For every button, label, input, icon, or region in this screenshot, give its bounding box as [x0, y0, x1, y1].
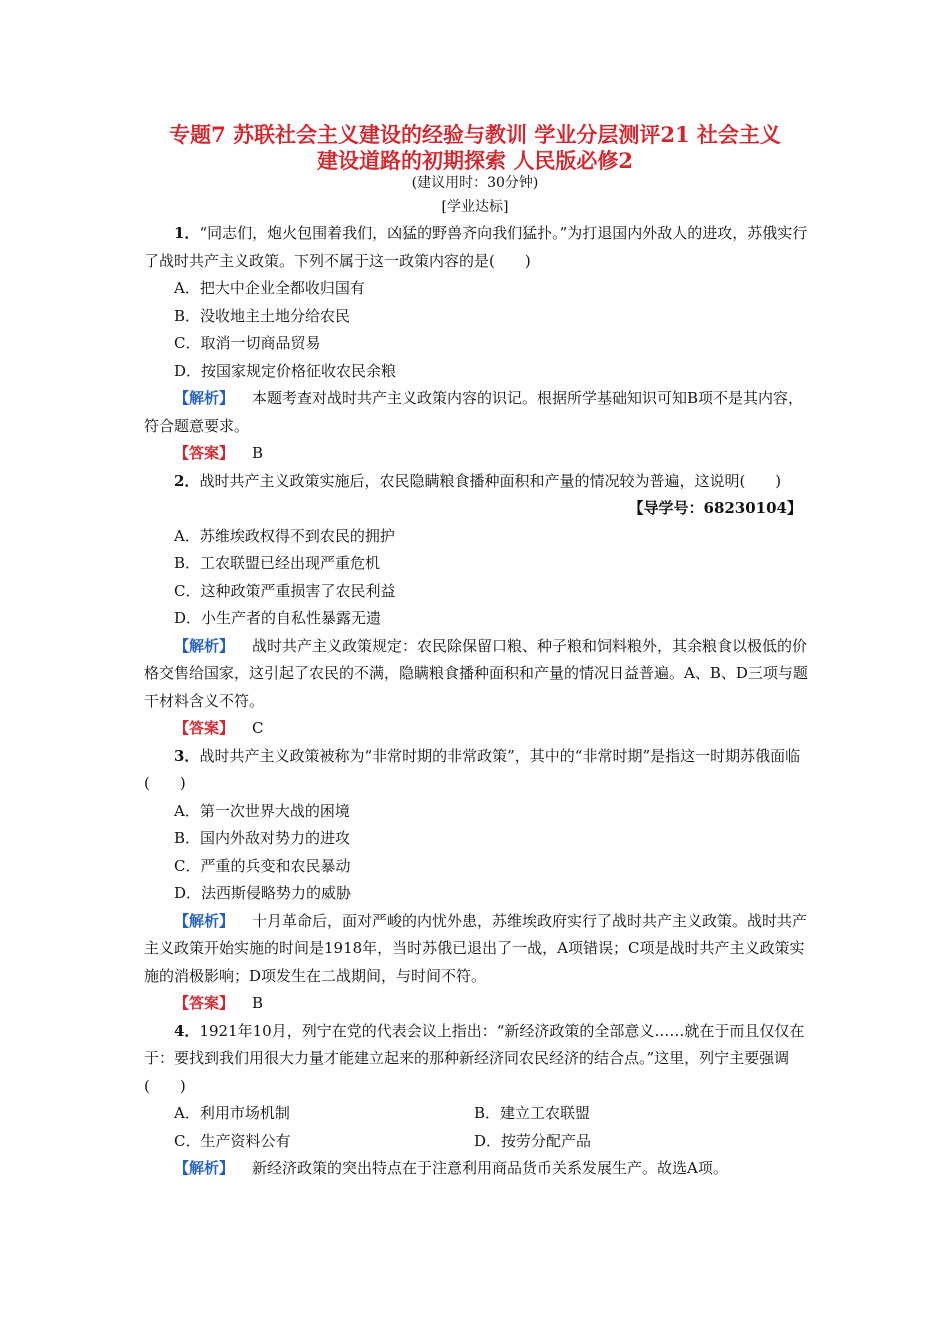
question-1-analysis: [144, 385, 808, 440]
analysis-label: 【解析】: [174, 636, 235, 655]
question-4-option-d: D．按劳分配产品: [474, 1131, 592, 1150]
question-4-option-c: C．生产资料公有: [174, 1131, 291, 1150]
question-3-stem: [144, 743, 808, 798]
question-3-number: 3．: [174, 746, 200, 765]
question-4-options-row-2: [144, 1128, 808, 1156]
question-2-number: 2．: [174, 471, 200, 490]
question-3-option-a: A．第一次世界大战的困境: [174, 801, 350, 820]
question-4-analysis-text: 新经济政策的突出特点在于注意利用商品货币关系发展生产。故选A项。: [252, 1159, 728, 1177]
question-1-option-c: C．取消一切商品贸易: [174, 334, 321, 352]
question-4-text: 1921年10月，列宁在党的代表会议上指出：“新经济政策的全部意义……就在于而且仅仅在于：要找到我们用很大力量才能建立起来的那种新经济同农民经济的结合点。”这里，列宁主要强调( ): [144, 1021, 805, 1095]
question-2-analysis: [144, 633, 808, 716]
question-3-answer: [144, 990, 808, 1018]
question-2-answer: [144, 715, 808, 743]
title-line-2: 建设道路的初期探索 人民版必修2: [317, 148, 633, 173]
question-1-option-b: B．没收地主土地分给农民: [174, 306, 351, 325]
question-list: [144, 220, 808, 1183]
question-2-option-d: D．小生产者的自私性暴露无遗: [174, 609, 382, 627]
question-3-answer-value: B: [252, 994, 264, 1012]
section-heading: [学业达标]: [441, 199, 509, 215]
question-1-answer: [144, 440, 808, 468]
title-line-1: 专题7 苏联社会主义建设的经验与教训 学业分层测评21 社会主义: [169, 122, 781, 147]
question-3-option-d: D．法西斯侵略势力的威胁: [174, 884, 352, 902]
question-2-option-a: A．苏维埃政权得不到农民的拥护: [174, 526, 395, 545]
question-4-option-b: B．建立工农联盟: [474, 1104, 591, 1122]
question-1-answer-value: B: [252, 444, 264, 462]
question-2-stem: [144, 468, 808, 496]
analysis-label: 【解析】: [174, 911, 235, 930]
question-1-stem: [144, 220, 808, 275]
question-1-number: 1．: [174, 224, 200, 242]
guide-number: 【导学号：68230104】: [628, 499, 802, 517]
question-2-text: 战时共产主义政策实施后，农民隐瞒粮食播种面积和产量的情况较为普遍，这说明( ): [199, 471, 782, 490]
question-3-analysis-text: 十月革命后，面对严峻的内忧外患，苏维埃政府实行了战时共产主义政策。战时共产主义政策开始实施的时间是1918年，当时苏俄已退出了一战，A项错误；C项是战时共产主义政策实施的消极影响；D项发生在二战期间，与时间不符。: [144, 911, 808, 985]
question-1-analysis-text: 本题考查对战时共产主义政策内容的识记。根据所学基础知识可知B项不是其内容，符合题意要求。: [144, 389, 804, 435]
question-3-text: 战时共产主义政策被称为“非常时期的非常政策”，其中的“非常时期”是指这一时期苏俄面临( ): [144, 746, 801, 792]
question-2-option-c: C．这种政策严重损害了农民利益: [174, 581, 396, 600]
answer-label: 【答案】: [174, 444, 235, 462]
question-1-text: “同志们，炮火包围着我们，凶猛的野兽齐向我们猛扑。”为打退国内外敌人的进攻，苏俄实行了战时共产主义政策。下列不属于这一政策内容的是( ): [144, 224, 808, 270]
answer-label: 【答案】: [174, 719, 235, 737]
question-2-answer-value: C: [252, 719, 264, 737]
page-title: [100, 122, 850, 174]
analysis-label: 【解析】: [174, 1159, 235, 1177]
question-4-number: 4．: [174, 1021, 200, 1040]
question-2-analysis-text: 战时共产主义政策规定：农民除保留口粮、种子粮和饲料粮外，其余粮食以极低的价格交售给国家，这引起了农民的不满，隐瞒粮食播种面积和产量的情况日益普遍。A、B、D三项与题干材料含义不符。: [144, 636, 808, 710]
question-4-stem: [144, 1018, 808, 1101]
analysis-label: 【解析】: [174, 389, 235, 407]
answer-label: 【答案】: [174, 994, 235, 1012]
question-3-option-c: C．严重的兵变和农民暴动: [174, 856, 351, 875]
question-4-analysis: [144, 1155, 808, 1183]
question-4-options-row-1: [144, 1100, 808, 1128]
question-2-option-b: B．工农联盟已经出现严重危机: [174, 554, 381, 572]
question-3-option-b: B．国内外敌对势力的进攻: [174, 829, 351, 847]
question-1-option-a: A．把大中企业全都收归国有: [174, 279, 365, 297]
question-4-option-a: A．利用市场机制: [174, 1104, 290, 1122]
suggested-time: (建议用时：30分钟): [411, 175, 539, 191]
question-1-option-d: D．按国家规定价格征收农民余粮: [174, 361, 397, 380]
question-3-analysis: [144, 908, 808, 991]
